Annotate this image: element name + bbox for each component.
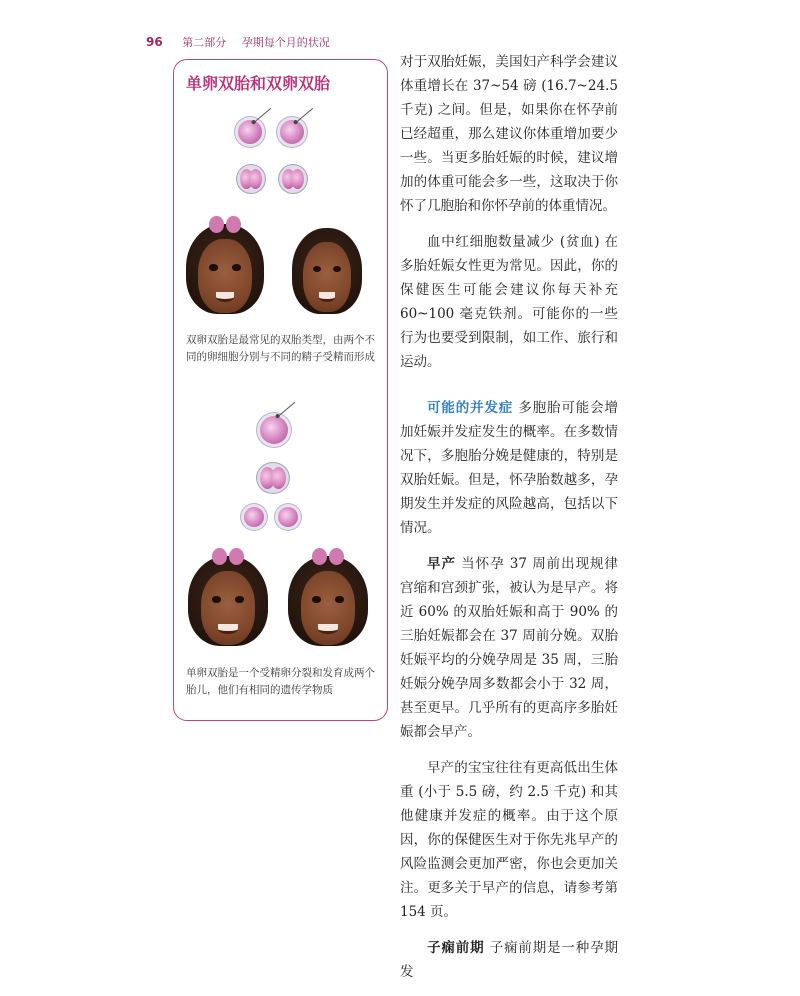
paragraph-complications [400, 396, 618, 540]
sperm-illustration [278, 402, 296, 417]
dividing-cell-illustration [256, 462, 290, 494]
chapter-title: 孕期每个月的状况 [241, 36, 330, 49]
separated-cell-illustration [278, 507, 298, 527]
paragraph-preterm [400, 552, 618, 744]
paragraph-preterm-risks: 早产的宝宝往往有更高低出生体重 (小于 5.5 磅，约 2.5 千克) 和其他健康并发症的概率。由于这个原因，你的保健医生对于你先兆早产的风险监测会更加严密，你也会更加关注。更多关于早产的信息，请参考第 154 页。 [400, 760, 618, 920]
identical-twin-girl-left [188, 548, 268, 653]
fraternal-twin-girl-right [292, 220, 362, 320]
paragraph-preeclampsia [400, 936, 618, 984]
dividing-cell-illustration [278, 164, 308, 194]
caption-identical: 单卵双胎是一个受精卵分裂和发育成两个胎儿，他们有相同的遗传学物质 [186, 667, 375, 696]
section-label: 第二部分 [182, 36, 227, 49]
page-header [146, 34, 330, 50]
sperm-illustration [254, 108, 272, 123]
sidebar-title: 单卵双胎和双卵双胎 [186, 74, 331, 93]
preeclampsia-heading: 子痫前期 [427, 940, 485, 956]
identical-twin-girl-right [288, 548, 368, 653]
preeclampsia-text: 子痫前期是一种孕期发 [400, 940, 619, 980]
egg-cell-illustration [260, 416, 288, 444]
caption-fraternal: 双卵双胎是最常见的双胎类型，由两个不同的卵细胞分别与不同的精子受精而形成 [186, 334, 375, 363]
separated-cell-illustration [244, 507, 264, 527]
fraternal-twin-girl-left [186, 216, 264, 321]
preterm-heading: 早产 [427, 556, 456, 572]
preterm-text: 当怀孕 37 周前出现规律宫缩和宫颈扩张，被认为是早产。将近 60% 的双胎妊娠和高于 90% 的三胎妊娠都会在 37 周前分娩。双胎妊娠平均的分娩孕周是 35 周，三胎妊娠分娩孕周多数都会小于 32 周，甚至更早。几乎所有的更高序多胎妊娠都会早产。 [400, 556, 618, 740]
paragraph-weight-gain: 对于双胎妊娠，美国妇产科学会建议体重增长在 37~54 磅 (16.7~24.5 千克) 之间。但是，如果你在怀孕前已经超重，那么建议你体重增加要少一些。当更多胎妊娠的时候，建议增加的体重可能会多一些，这取决于你怀了几胞胎和你怀孕前的体重情况。 [400, 54, 618, 214]
complications-text: 多胞胎可能会增加妊娠并发症发生的概率。在多数情况下，多胞胎分娩是健康的，特别是双胎妊娠。但是，怀孕胎数越多，孕期发生并发症的风险越高，包括以下情况。 [400, 400, 618, 536]
main-body-text [400, 50, 618, 996]
twins-sidebar [173, 59, 388, 721]
page-number: 96 [146, 35, 163, 49]
egg-cell-illustration [280, 120, 304, 144]
dividing-cell-illustration [236, 164, 266, 194]
complications-heading: 可能的并发症 [427, 400, 514, 416]
egg-cell-illustration [238, 120, 262, 144]
paragraph-anemia: 血中红细胞数量减少 (贫血) 在多胎妊娠女性更为常见。因此，你的保健医生可能会建议你每天补充 60~100 毫克铁剂。可能你的一些行为也要受到限制，如工作、旅行和运动。 [400, 234, 618, 370]
sperm-illustration [296, 108, 314, 123]
